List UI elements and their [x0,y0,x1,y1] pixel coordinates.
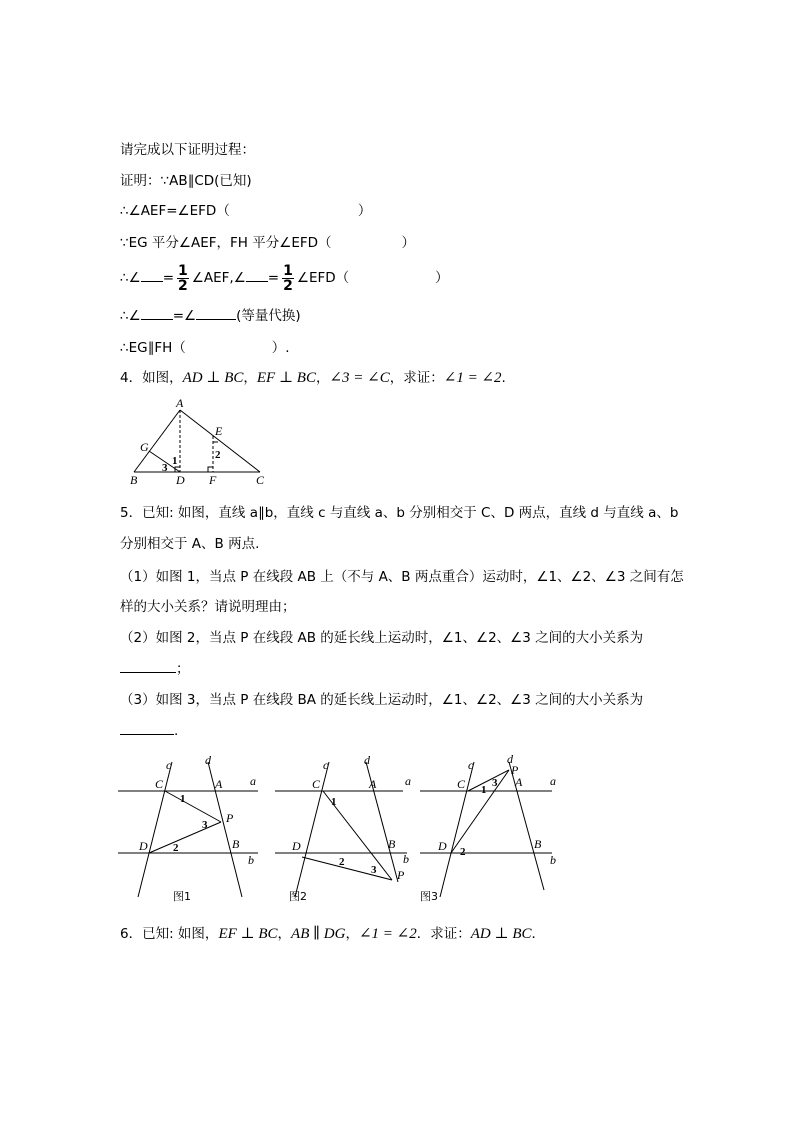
segment-ac [180,410,260,472]
q4-sep: ， [243,370,257,386]
q5-part-1b: 样的大小关系？请说明理由； [120,599,296,615]
angle-label-3: 3 [202,819,208,831]
answer-blank[interactable] [196,307,236,320]
figure-1 [118,752,268,904]
label-c: c [323,758,329,772]
proof-line-6-close: ）. [271,340,290,356]
question-4 [120,368,506,388]
right-angle-mark-f [208,467,213,472]
caption-figure-2: 图2 [289,890,307,903]
fraction-denominator: 2 [283,277,293,294]
fraction-denominator: 2 [178,277,188,294]
q6-goal: AD ⊥ BC [470,926,532,942]
label-D: D [438,839,447,853]
q5-part-3: （3）如图 3，当点 P 在线段 BA 的延长线上运动时，∠1、∠2、∠3 之间的大小关系为 [120,692,644,708]
proof-line-4 [120,262,449,294]
angle-label-3: 3 [371,864,377,876]
proof-line-4-mid: ∠AEF,∠ [191,270,246,286]
q6-condition-3: ∠1 = ∠2 [358,926,417,942]
segment-dp [149,822,221,853]
proof-line-3-text: ∵EG 平分∠AEF，FH 平分∠EFD（ [120,235,332,251]
proof-line-2-text: ∴∠AEF=∠EFD（ [120,203,230,219]
angle-label-1: 1 [172,455,178,467]
q4-condition-2: EF ⊥ BC [256,370,316,386]
fraction-numerator: 1 [178,262,188,279]
label-B: B [388,837,396,851]
label-D: D [176,473,185,487]
proof-line-3 [120,233,415,253]
caption-figure-3: 图3 [420,890,438,903]
label-a: a [250,774,256,788]
q4-sep: ， [315,370,330,386]
q5-part-3-answer [120,721,178,741]
label-G: G [140,440,149,454]
line-d [208,762,242,897]
question-6 [120,924,545,944]
angle-label-3: 3 [492,777,498,789]
q4-goal: ∠1 = ∠2 [443,370,502,386]
answer-blank[interactable] [141,269,163,282]
proof-line-4-close: ） [435,270,449,286]
label-a: a [550,774,556,788]
q4-end: . [501,370,506,386]
label-A: A [215,777,223,791]
figure-q4 [120,398,280,490]
label-c: c [166,758,172,772]
angle-label-2: 2 [460,846,466,858]
q6-prove: ．求证： [416,926,471,942]
answer-blank[interactable] [120,722,174,735]
q6-number: 6．已知: 如图， [120,926,219,942]
label-P: P [226,811,234,825]
proof-line-4-eq2: = [267,270,280,286]
proof-line-1: 证明：∵AB∥CD(已知) [120,173,252,189]
proof-line-4-eq: = [162,270,175,286]
label-b: b [403,852,409,866]
q4-number: 4．如图， [120,370,183,386]
label-c: c [468,758,474,772]
q5-part-2: （2）如图 2，当点 P 在线段 AB 的延长线上运动时，∠1、∠2、∠3 之间的大小关系为 [120,630,644,646]
q5-part-3-end: . [174,723,179,739]
answer-blank[interactable] [246,269,268,282]
fraction-half [282,264,294,293]
label-C: C [256,473,265,487]
label-a: a [405,774,411,788]
label-B: B [534,837,542,851]
q6-condition-2: AB ∥ DG [291,926,346,942]
proof-line-2-close: ） [357,203,372,219]
q5-part-1a: （1）如图 1，当点 P 在线段 AB 上（不与 A、B 两点重合）运动时，∠1、∠2、∠3 之间有怎 [120,569,684,585]
label-C: C [312,777,321,791]
segment-dp [302,857,392,880]
label-A: A [369,777,377,791]
proof-line-5-text: ∴∠ [120,308,141,324]
caption-figure-1: 图1 [173,890,191,903]
q6-end: ． [531,926,546,942]
segment-cp [165,791,221,822]
segment-cp [468,770,509,791]
angle-label-1: 1 [481,784,487,796]
proof-line-4-text: ∴∠ [120,270,141,286]
angle-label-2: 2 [339,856,345,868]
label-B: B [232,837,240,851]
q4-condition-1: AD ⊥ BC [182,370,244,386]
figure-3 [420,752,570,904]
proof-line-3-close: ） [401,235,416,251]
q5-part-2-answer [120,659,190,679]
proof-line-6 [120,338,290,358]
q6-sep: ， [345,926,359,942]
label-A: A [515,775,523,789]
q5-line-1: 5．已知: 如图，直线 a∥b，直线 c 与直线 a、b 分别相交于 C、D 两点，直线 d 与直线 a、b [120,505,679,521]
answer-blank[interactable] [120,660,176,673]
label-F: F [209,473,217,487]
q5-part-2-end: ； [176,661,190,677]
label-d: d [205,753,211,767]
q6-sep: ， [277,926,292,942]
label-P: P [511,763,519,777]
label-b: b [550,853,556,867]
label-B: B [130,473,138,487]
label-E: E [215,424,223,438]
label-C: C [155,777,164,791]
proof-line-6-text: ∴EG∥FH（ [120,340,186,356]
q4-prove: ，求证： [389,370,444,386]
fraction-numerator: 1 [283,262,293,279]
proof-line-4-end: ∠EFD（ [296,270,350,286]
figure-2 [275,752,415,904]
q6-condition-1: EF ⊥ BC [218,926,278,942]
proof-line-5 [120,306,301,326]
angle-label-1: 1 [180,793,186,805]
proof-line-2 [120,201,371,221]
label-d: d [507,752,513,766]
proof-line-5-eq: =∠ [172,308,197,324]
label-d: d [364,753,370,767]
q5-line-2: 分别相交于 A、B 两点. [120,536,260,552]
q4-condition-3: ∠3 = ∠C [329,370,390,386]
fraction-half [177,264,189,293]
label-C: C [457,777,466,791]
label-b: b [248,853,254,867]
angle-label-2: 2 [215,449,221,461]
label-P: P [397,868,405,882]
angle-label-2: 2 [173,842,179,854]
answer-blank[interactable] [141,307,173,320]
intro-text: 请完成以下证明过程： [120,142,255,158]
label-A: A [176,396,184,410]
angle-label-3: 3 [162,462,168,474]
proof-line-5-reason: (等量代换) [236,308,301,324]
label-D: D [139,839,148,853]
angle-label-1: 1 [331,796,337,808]
label-D: D [292,839,301,853]
